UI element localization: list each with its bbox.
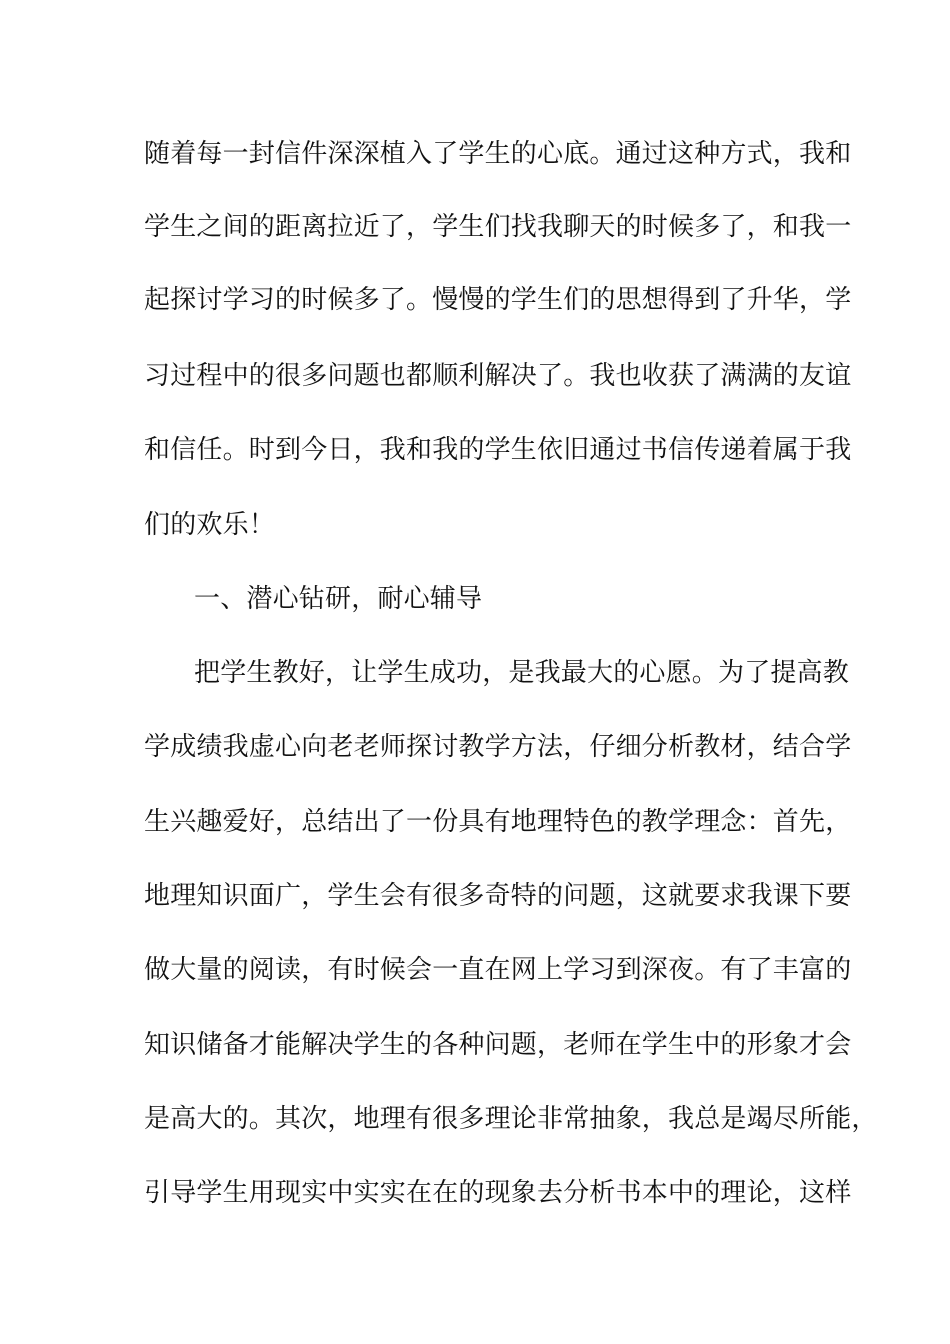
paragraph-line: 学成绩我虚心向老老师探讨教学方法，仔细分析教材，结合学	[144, 732, 852, 762]
paragraph-line: 习过程中的很多问题也都顺利解决了。我也收获了满满的友谊	[144, 361, 852, 391]
paragraph-line: 是高大的。其次，地理有很多理论非常抽象，我总是竭尽所能，	[144, 1104, 878, 1134]
paragraph-line: 做大量的阅读，有时候会一直在网上学习到深夜。有了丰富的	[144, 955, 852, 985]
paragraph-line: 起探讨学习的时候多了。慢慢的学生们的思想得到了升华，学	[144, 285, 852, 315]
paragraph-line: 生兴趣爱好，总结出了一份具有地理特色的教学理念：首先，	[144, 807, 852, 837]
paragraph-line: 知识储备才能解决学生的各种问题，老师在学生中的形象才会	[144, 1030, 852, 1060]
section-heading: 一、潜心钻研，耐心辅导	[194, 584, 483, 614]
paragraph-line: 把学生教好，让学生成功，是我最大的心愿。为了提高教	[194, 658, 850, 688]
paragraph-line: 们的欢乐！	[144, 510, 276, 540]
paragraph-line: 地理知识面广，学生会有很多奇特的问题，这就要求我课下要	[144, 881, 852, 911]
paragraph-line: 和信任。时到今日，我和我的学生依旧通过书信传递着属于我	[144, 435, 852, 465]
paragraph-line: 随着每一封信件深深植入了学生的心底。通过这种方式，我和	[144, 139, 852, 169]
paragraph-line: 引导学生用现实中实实在在的现象去分析书本中的理论，这样	[144, 1178, 852, 1208]
paragraph-line: 学生之间的距离拉近了，学生们找我聊天的时候多了，和我一	[144, 212, 852, 242]
